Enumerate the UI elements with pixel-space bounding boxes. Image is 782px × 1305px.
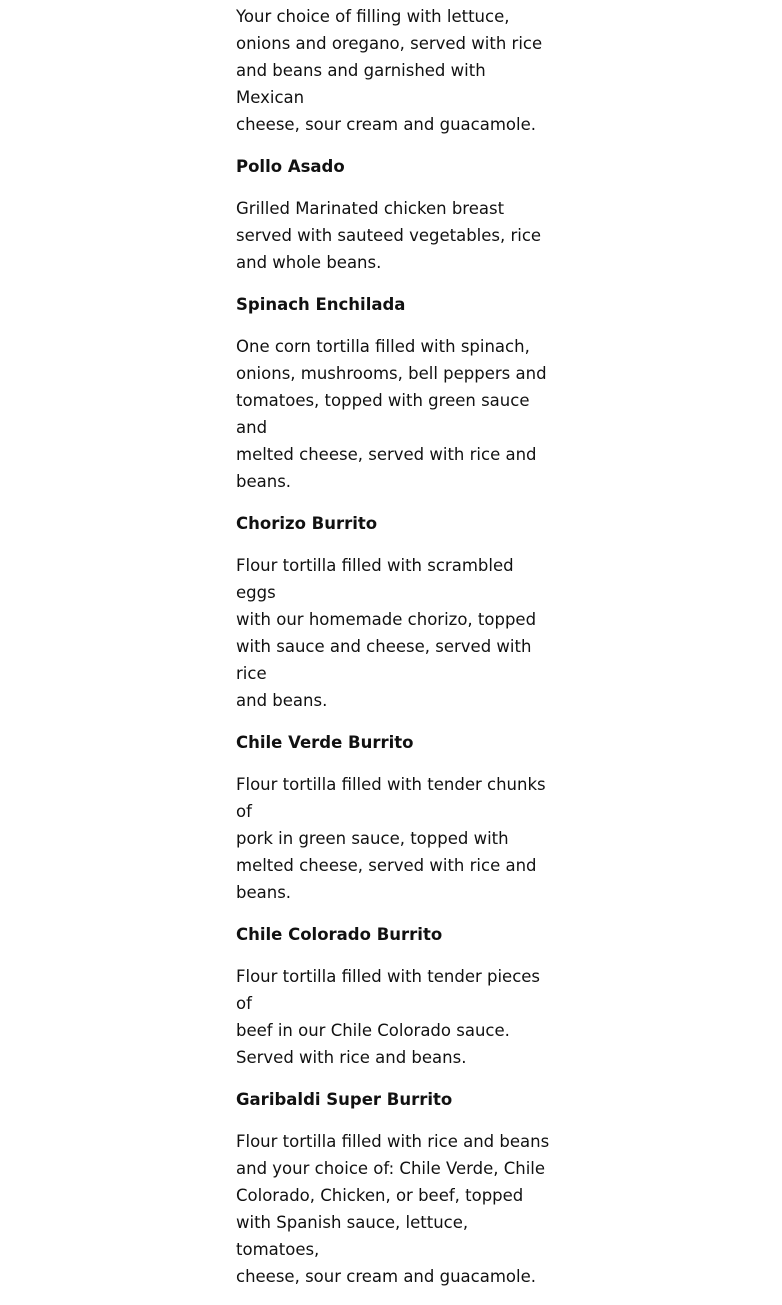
menu-item-name: Chile Verde Burrito — [236, 733, 414, 752]
menu-item-description: Flour tortilla filled with tender pieces of beef in our Chile Colorado sauce. Served with rice and beans. — [236, 967, 541, 1067]
menu-item-chile-colorado-burrito — [236, 921, 554, 1071]
menu-item-name: Pollo Asado — [236, 157, 345, 176]
menu-item-spinach-enchilada — [236, 291, 554, 495]
menu-item-name: Garibaldi Super Burrito — [236, 1090, 453, 1109]
menu-item-description: Flour tortilla filled with rice and beans and your choice of: Chile Verde, Chile Colorado, Chicken, or beef, topped with Spanish sauce, lettuce, tomatoes, cheese, sour cream and guacamole. — [236, 1132, 550, 1286]
menu-item-pollo-asado — [236, 153, 554, 276]
menu-content — [236, 3, 554, 1305]
intro-description: Your choice of filling with lettuce, onions and oregano, served with rice and beans and garnished with Mexican cheese, sour cream and guacamole. — [236, 7, 543, 134]
menu-item-garibaldi-super-burrito — [236, 1086, 554, 1290]
menu-item-description: Grilled Marinated chicken breast served with sauteed vegetables, rice and whole beans. — [236, 199, 542, 272]
menu-item-name: Spinach Enchilada — [236, 295, 406, 314]
menu-item-description: Flour tortilla filled with tender chunks of pork in green sauce, topped with melted cheese, served with rice and beans. — [236, 775, 546, 902]
menu-item-name: Chile Colorado Burrito — [236, 925, 443, 944]
menu-item-description: One corn tortilla filled with spinach, onions, mushrooms, bell peppers and tomatoes, topped with green sauce and melted cheese, served with rice and beans. — [236, 337, 547, 491]
menu-item-chile-verde-burrito — [236, 729, 554, 906]
menu-item-description: Flour tortilla filled with scrambled eggs with our homemade chorizo, topped with sauce and cheese, served with rice and beans. — [236, 556, 537, 710]
menu-item-chorizo-burrito — [236, 510, 554, 714]
menu-item-name: Chorizo Burrito — [236, 514, 378, 533]
